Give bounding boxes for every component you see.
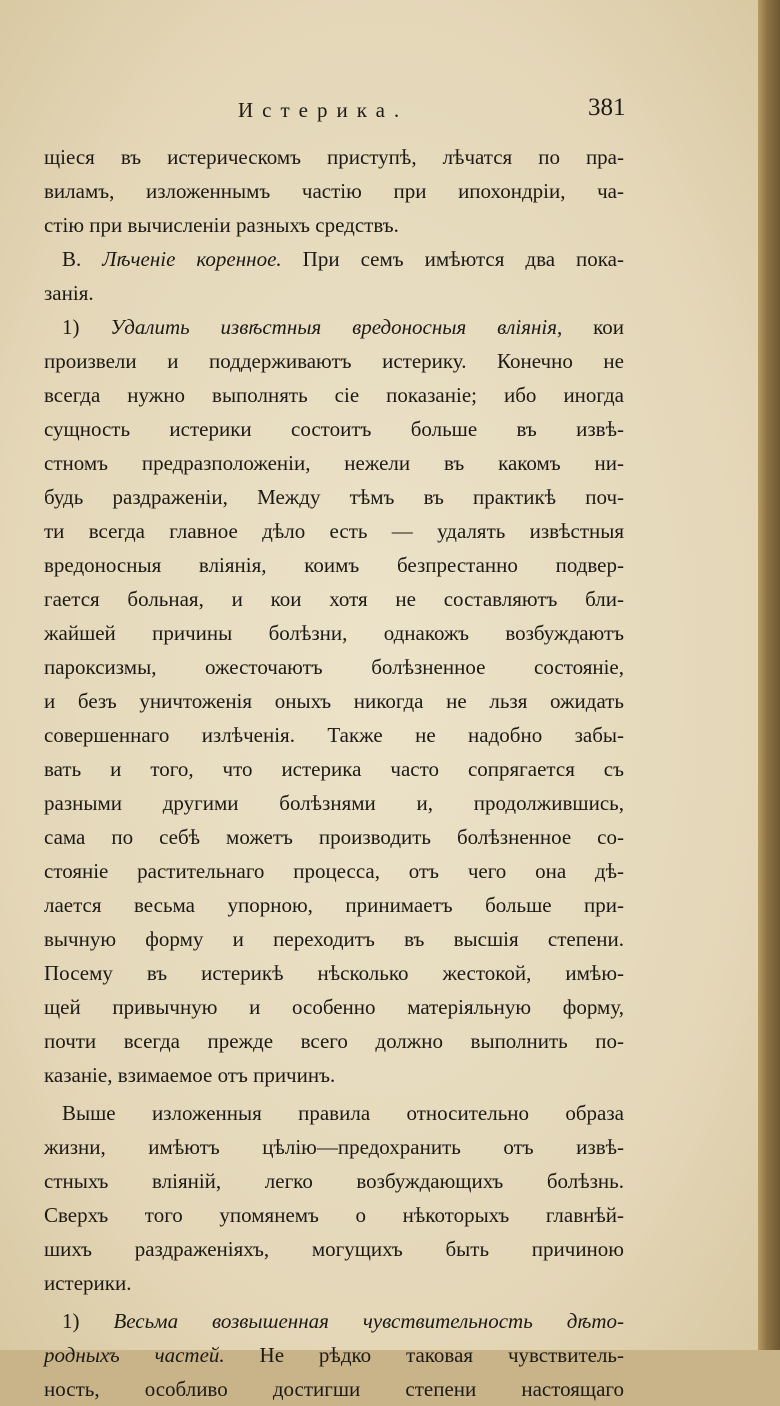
text-line: щей привычную и особенно матерiяльную форму, [44, 995, 624, 1019]
section-heading: Лѣченiе коренное. [102, 247, 282, 271]
text-line: и безъ уничтоженiя оныхъ никогда не льзя ожидать [44, 689, 624, 713]
text-line: 1) Весьма возвышенная чувствительность дѣто- [62, 1309, 624, 1333]
text-line: гается больная, и кои хотя не составляютъ бли- [44, 587, 624, 611]
text-line: стоянiе растительнаго процесса, отъ чего она дѣ- [44, 859, 624, 883]
text-line: 1) Удалить извѣстныя вредоносныя влiянiя, кои [62, 315, 624, 339]
item-heading: Удалить извѣстныя вредоносныя влiянiя, [110, 315, 563, 339]
text-line: Посему въ истерикѣ нѣсколько жестокой, имѣю- [44, 961, 624, 985]
text-line: истерики. [44, 1271, 132, 1295]
text-line: совершеннаго излѣченiя. Также не надобно забы- [44, 723, 624, 747]
text-line: ность, особливо достигши степени настоящаго [44, 1377, 624, 1401]
text-line: казанiе, взимаемое отъ причинъ. [44, 1063, 336, 1087]
text-line: пароксизмы, ожесточаютъ болѣзненное состоянiе, [44, 655, 624, 679]
text-line: почти всегда прежде всего должно выполнить по- [44, 1029, 624, 1053]
text-line: лается весьма упорною, принимаетъ больше при- [44, 893, 624, 917]
item-heading: Весьма возвышенная чувствительность дѣто- [113, 1309, 624, 1333]
text-line: шихъ раздраженiяхъ, могущихъ быть причиною [44, 1237, 624, 1261]
text-line: сущность истерики состоитъ больше въ извѣ- [44, 417, 624, 441]
text-line: Сверхъ того упомянемъ о нѣкоторыхъ главнѣй- [44, 1203, 624, 1227]
text-line: сама по себѣ можетъ производить болѣзненное со- [44, 825, 624, 849]
running-head [0, 96, 758, 136]
text-line: виламъ, изложеннымъ частiю при ипохондрiи, ча- [44, 179, 624, 203]
text-line: стномъ предразположенiи, нежели въ какомъ ни- [44, 451, 624, 475]
page-edge [758, 0, 780, 1350]
text-line: жайшей причины болѣзни, однакожъ возбуждаютъ [44, 621, 624, 645]
item-heading: родныхъ частей. [44, 1343, 225, 1367]
text-line: родныхъ частей. Не рѣдко таковая чувствитель- [44, 1343, 624, 1367]
text-line: стныхъ влiянiй, легко возбуждающихъ болѣзнь. [44, 1169, 624, 1193]
text-line: произвели и поддерживаютъ истерику. Конечно не [44, 349, 624, 373]
text-line: вычную форму и переходитъ въ высшiя степени. [44, 927, 624, 951]
page-number: 381 [588, 94, 626, 121]
text-line: щiеся въ истерическомъ приступѣ, лѣчатся по пра- [44, 145, 624, 169]
running-title: Истерика. [238, 98, 409, 122]
text-line: разными другими болѣзнями и, продолжившись, [44, 791, 624, 815]
body-text [44, 140, 624, 1406]
text-line: ти всегда главное дѣло есть — удалять извѣстныя [44, 519, 624, 543]
text-line: вредоносныя влiянiя, коимъ безпрестанно подвер- [44, 553, 624, 577]
text-line: будь раздраженiи, Между тѣмъ въ практикѣ поч- [44, 485, 624, 509]
text-line: Выше изложенныя правила относительно образа [62, 1101, 624, 1125]
text-line: стiю при вычисленiи разныхъ средствъ. [44, 213, 399, 237]
text-line: занiя. [44, 281, 94, 305]
text-line: жизни, имѣютъ цѣлiю—предохранить отъ извѣ- [44, 1135, 624, 1159]
text-line: вать и того, что истерика часто сопрягается съ [44, 757, 624, 781]
text-line: всегда нужно выполнять сiе показанiе; ибо иногда [44, 383, 624, 407]
text-line: В. Лѣченiе коренное. При семъ имѣются два пока- [62, 247, 624, 271]
